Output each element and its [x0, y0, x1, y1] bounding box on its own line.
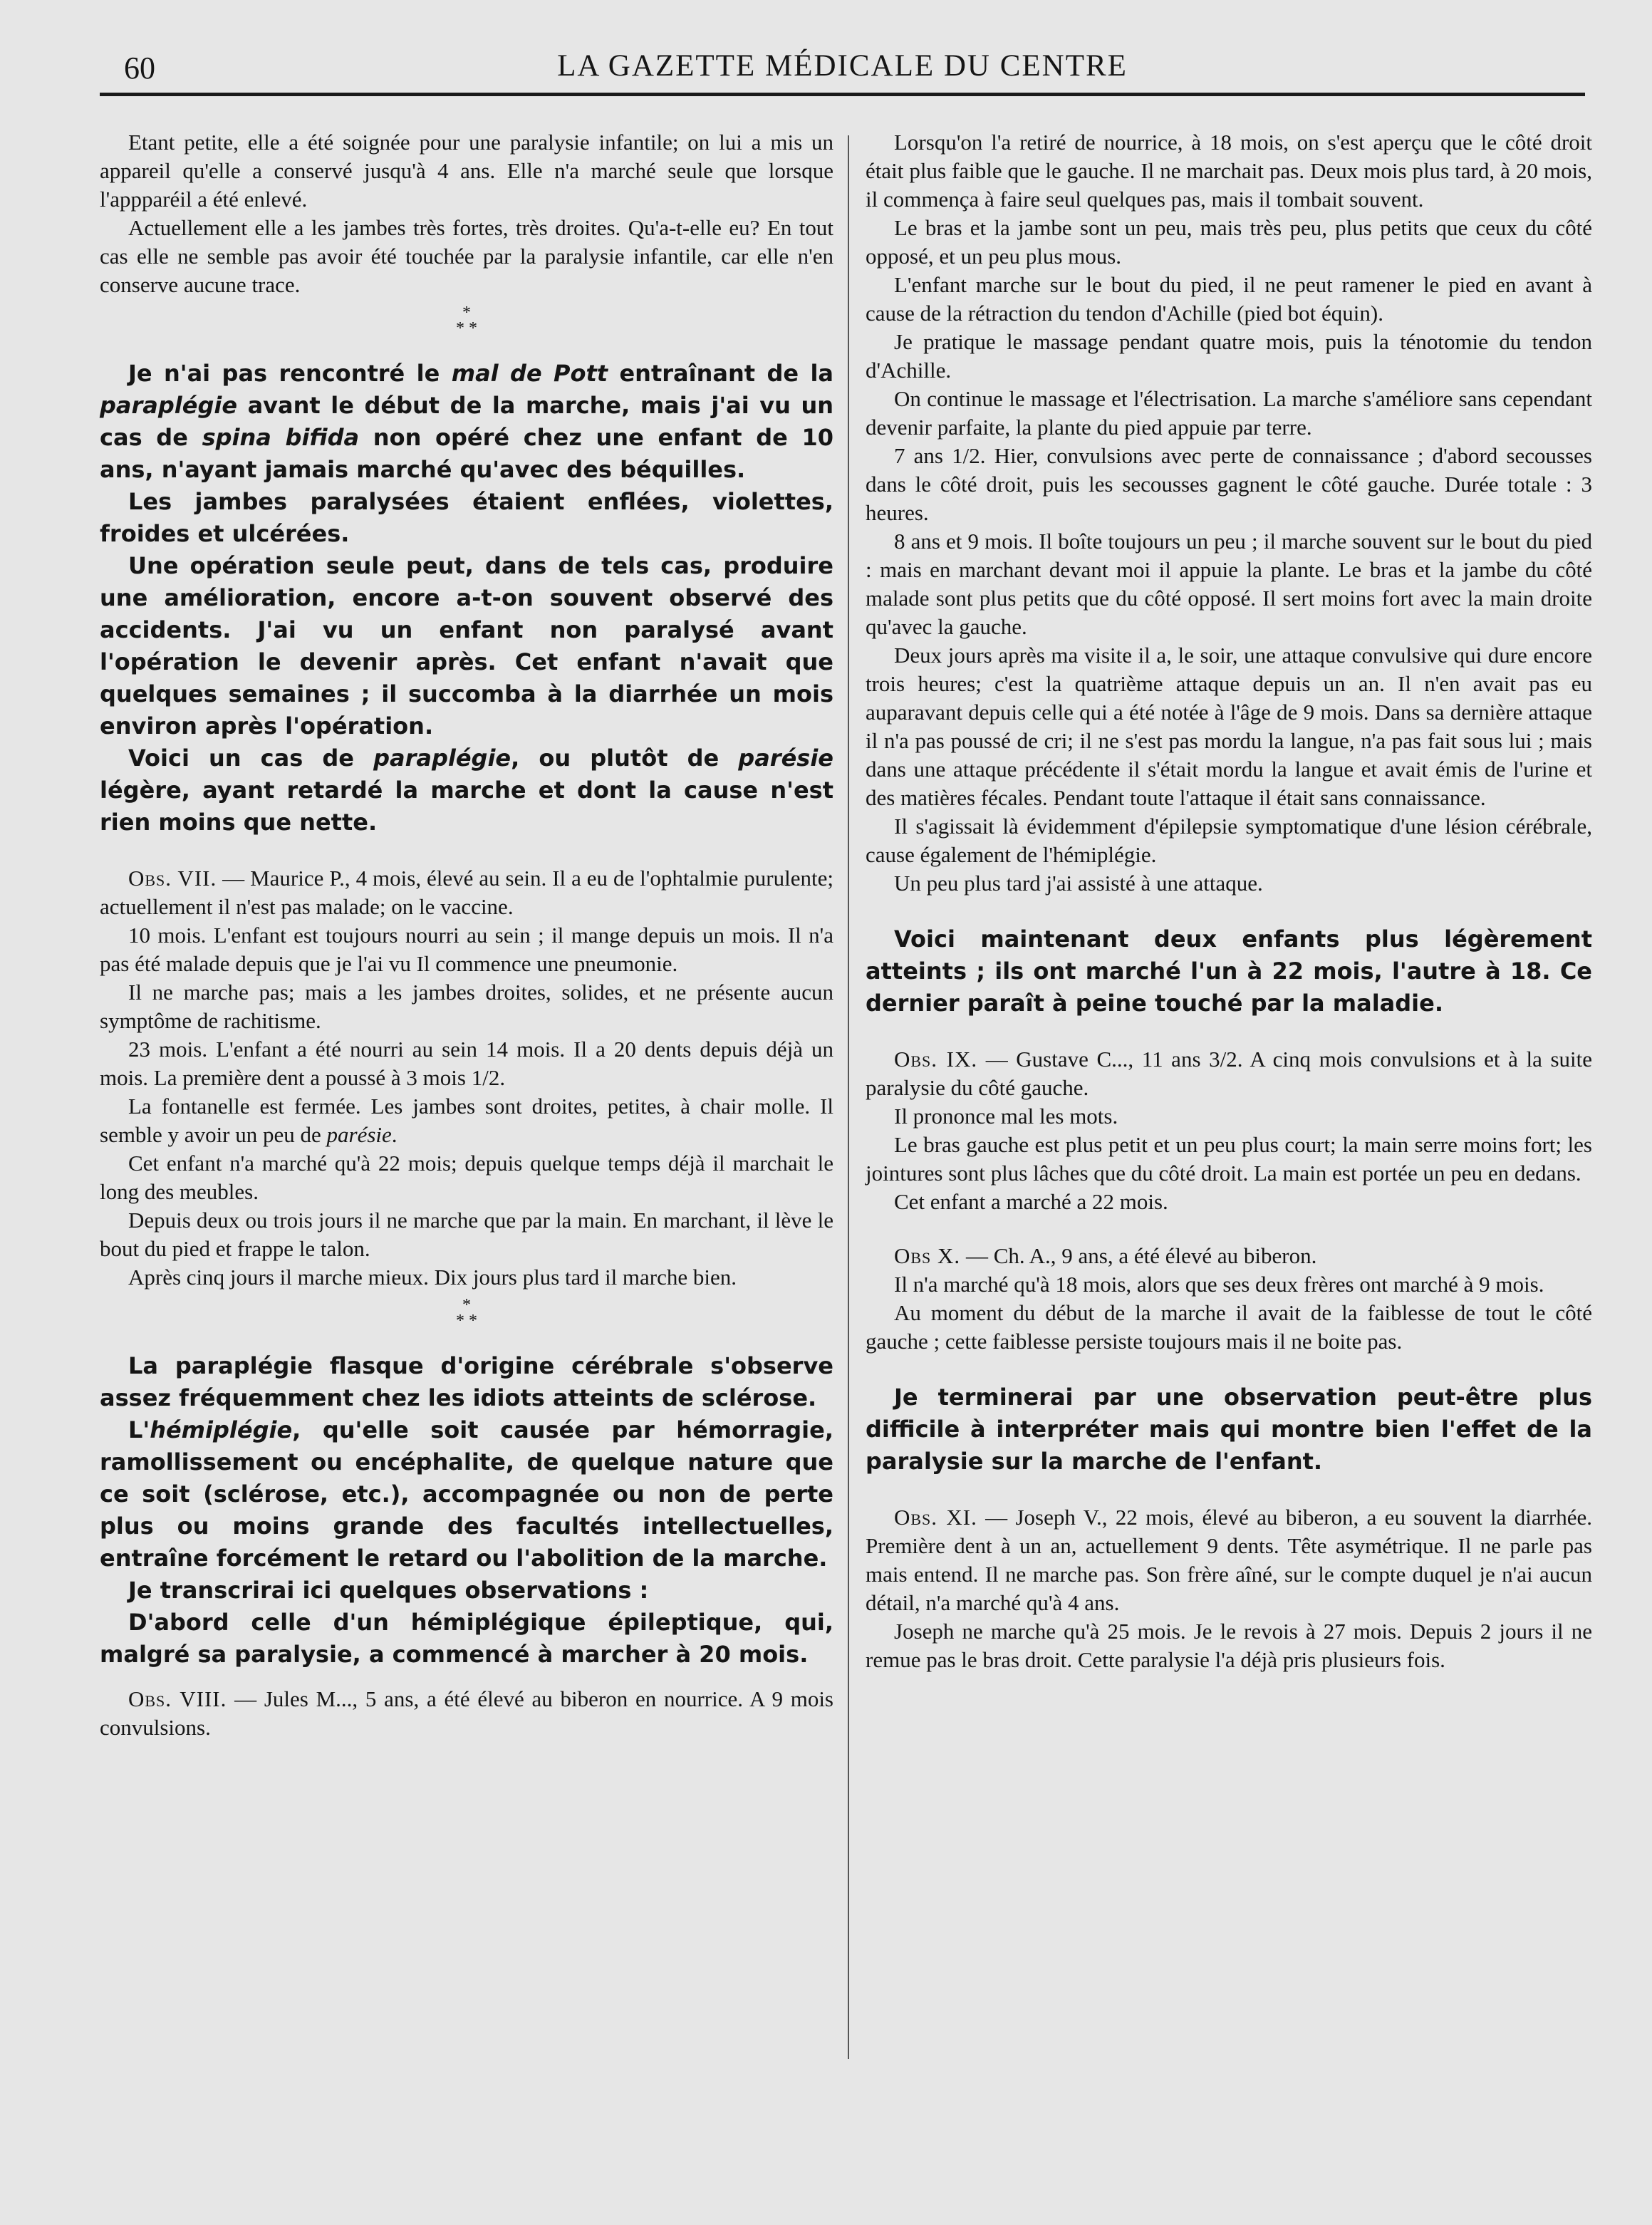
paragraph: On continue le massage et l'électrisation. La marche s'améliore sans cependant devenir parfaite, la plante du pied appuie par terre.	[866, 386, 1592, 440]
observation-xi: Obs. XI. — Joseph V., 22 mois, élevé au biberon, a eu souvent la diarrhée. Première dent à un an, actuellement 9 dents. Tête asymétrique. Il ne parle pas mais entend. Il ne marche pas. Son frère aîné, sur le compte duquel je n'ai aucun détail, n'a marché qu'à 4 ans.	[866, 1505, 1593, 1615]
paragraph: Un peu plus tard j'ai assisté à une attaque.	[894, 871, 1263, 896]
paragraph: Il prononce mal les mots.	[894, 1104, 1118, 1129]
paragraph: Le bras gauche est plus petit et un peu plus court; la main serre moins fort; les jointures sont plus lâches que du côté droit. La main est portée un peu en dedans.	[866, 1132, 1592, 1186]
paragraph: Après cinq jours il marche mieux. Dix jours plus tard il marche bien.	[128, 1265, 737, 1290]
bold-paragraph: La paraplégie flasque d'origine cérébrale s'observe assez fréquemment chez les idiots atteints de sclérose.	[100, 1352, 833, 1411]
paragraph: 23 mois. L'enfant a été nourri au sein 14 mois. Il a 20 dents depuis déjà un mois. La première dent a poussé à 3 mois 1/2.	[100, 1037, 833, 1090]
paragraph: Au moment du début de la marche il avait de la faiblesse de tout le côté gauche ; cette faiblesse persiste toujours mais il ne boite pas.	[866, 1300, 1592, 1354]
journal-title: LA GAZETTE MÉDICALE DU CENTRE	[557, 49, 1128, 83]
header-rule	[100, 93, 1585, 96]
paragraph: L'enfant marche sur le bout du pied, il ne peut ramener le pied en avant à cause de la rétraction du tendon d'Achille (pied bot équin).	[866, 272, 1592, 326]
paragraph: Depuis deux ou trois jours il ne marche que par la main. En marchant, il lève le bout du pied et frappe le talon.	[100, 1208, 833, 1261]
section-asterism: * * *	[456, 1296, 477, 1330]
observation-heading: Obs. IX.	[894, 1047, 978, 1072]
paragraph: Actuellement elle a les jambes très fortes, très droites. Qu'a-t-elle eu? En tout cas elle ne semble pas avoir été touchée par la paralysie infantile, car elle n'en conserve aucune trace.	[100, 215, 833, 297]
left-column	[100, 128, 833, 1742]
observation-heading: Obs. VII.	[128, 866, 217, 891]
observation-heading: Obs. VIII.	[128, 1686, 227, 1711]
observation-x: Obs X. — Ch. A., 9 ans, a été élevé au biberon.	[894, 1243, 1317, 1268]
paragraph: Le bras et la jambe sont un peu, mais très peu, plus petits que ceux du côté opposé, et un peu plus mous.	[866, 215, 1592, 269]
observation-heading: Obs X.	[894, 1243, 961, 1268]
observation-viii: Obs. VIII. — Jules M..., 5 ans, a été élevé au biberon en nourrice. A 9 mois convulsions.	[100, 1686, 833, 1740]
paragraph: Joseph ne marche qu'à 25 mois. Je le revois à 27 mois. Depuis 2 jours il ne remue pas le bras droit. Cette paralysie l'a déjà pris plusieurs fois.	[866, 1619, 1592, 1672]
bold-paragraph: Voici un cas de paraplégie, ou plutôt de parésie légère, ayant retardé la marche et dont la cause n'est rien moins que nette.	[100, 745, 833, 836]
bold-paragraph: Une opération seule peut, dans de tels cas, produire une amélioration, encore a-t-on souvent observé des accidents. J'ai vu un enfant non paralysé avant l'opération le devenir après. Cet enfant n'avait que quelques semaines ; il succomba à la diarrhée un mois environ après l'opération.	[100, 552, 833, 740]
observation-heading: Obs. XI.	[894, 1505, 977, 1530]
column-divider	[848, 135, 849, 2059]
paragraph: Deux jours après ma visite il a, le soir, une attaque convulsive qui dure encore trois heures; c'est la quatrième attaque depuis un an. Il n'en avait pas eu auparavant depuis celle qui a été notée à l'âge de 9 mois. Dans sa dernière attaque il n'a pas poussé de cri; il ne s'est pas mordu la langue, n'a pas fait sous lui ; mais dans une attaque précédente il s'était mordu la langue et avait émis de l'urine et des matières fécales. Pendant toute l'attaque il était sans connaissance.	[866, 643, 1592, 810]
bold-paragraph: L'hémiplégie, qu'elle soit causée par hémorragie, ramollissement ou encéphalite, de quelque nature que ce soit (sclérose, etc.), accompagnée ou non de perte plus ou moins grande des facultés intellectuelles, entraîne forcément le retard ou l'abolition de la marche.	[100, 1416, 833, 1572]
observation-vii: Obs. VII. — Maurice P., 4 mois, élevé au sein. Il a eu de l'ophtalmie purulente; actuellement il n'est pas malade; on le vaccine.	[100, 866, 833, 919]
bold-paragraph: Je terminerai par une observation peut-être plus difficile à interpréter mais qui montre bien l'effet de la paralysie sur la marche de l'enfant.	[866, 1384, 1592, 1475]
section-asterism: * * *	[456, 304, 477, 338]
paragraph: 8 ans et 9 mois. Il boîte toujours un peu ; il marche souvent sur le bout du pied : mais en marchant devant moi il appuie la plante. Le bras et la jambe du côté malade sont plus petits que du côté opposé. Il sert moins fort avec la main droite qu'avec la gauche.	[866, 529, 1592, 639]
page-header	[100, 44, 1585, 94]
paragraph: 10 mois. L'enfant est toujours nourri au sein ; il mange depuis un mois. Il n'a pas été malade depuis que je l'ai vu Il commence une pneumonie.	[100, 923, 833, 976]
paragraph: Il ne marche pas; mais a les jambes droites, solides, et ne présente aucun symptôme de rachitisme.	[100, 980, 833, 1033]
paragraph: Cet enfant a marché a 22 mois.	[894, 1189, 1168, 1214]
right-column	[866, 128, 1592, 1674]
bold-paragraph: Voici maintenant deux enfants plus légèrement atteints ; ils ont marché l'un à 22 mois, l'autre à 18. Ce dernier paraît à peine touché par la maladie.	[866, 925, 1592, 1017]
paragraph: 7 ans 1/2. Hier, convulsions avec perte de connaissance ; d'abord secousses dans le côté droit, puis les secousses gagnent le côté gauche. Durée totale : 3 heures.	[866, 443, 1592, 525]
paragraph: Je pratique le massage pendant quatre mois, puis la ténotomie du tendon d'Achille.	[866, 329, 1592, 383]
paragraph: Etant petite, elle a été soignée pour une paralysie infantile; on lui a mis un appareil qu'elle a conservé jusqu'à 4 ans. Elle n'a marché seule que lorsque l'appparéil a été enlevé.	[100, 130, 833, 212]
bold-paragraph: Les jambes paralysées étaient enflées, violettes, froides et ulcérées.	[100, 488, 833, 547]
bold-paragraph: Je transcrirai ici quelques observations :	[128, 1577, 649, 1604]
paragraph: Il s'agissait là évidemment d'épilepsie symptomatique d'une lésion cérébrale, cause également de l'hémiplégie.	[866, 814, 1592, 867]
observation-ix: Obs. IX. — Gustave C..., 11 ans 3/2. A cinq mois convulsions et à la suite paralysie du côté gauche.	[866, 1047, 1592, 1100]
page-number: 60	[124, 51, 155, 85]
bold-paragraph: D'abord celle d'un hémiplégique épileptique, qui, malgré sa paralysie, a commencé à marcher à 20 mois.	[100, 1609, 833, 1668]
paragraph: Il n'a marché qu'à 18 mois, alors que ses deux frères ont marché à 9 mois.	[894, 1272, 1544, 1297]
paragraph: Lorsqu'on l'a retiré de nourrice, à 18 mois, on s'est aperçu que le côté droit était plus faible que le gauche. Il ne marchait pas. Deux mois plus tard, à 20 mois, il commença à faire seul quelques pas, mais il tombait souvent.	[866, 130, 1592, 212]
paragraph: La fontanelle est fermée. Les jambes sont droites, petites, à chair molle. Il semble y avoir un peu de parésie.	[100, 1094, 833, 1147]
bold-paragraph: Je n'ai pas rencontré le mal de Pott entraînant de la paraplégie avant le début de la marche, mais j'ai vu un cas de spina bifida non opéré chez une enfant de 10 ans, n'ayant jamais marché qu'avec des béquilles.	[100, 360, 834, 483]
paragraph: Cet enfant n'a marché qu'à 22 mois; depuis quelque temps déjà il marchait le long des meubles.	[100, 1151, 833, 1204]
